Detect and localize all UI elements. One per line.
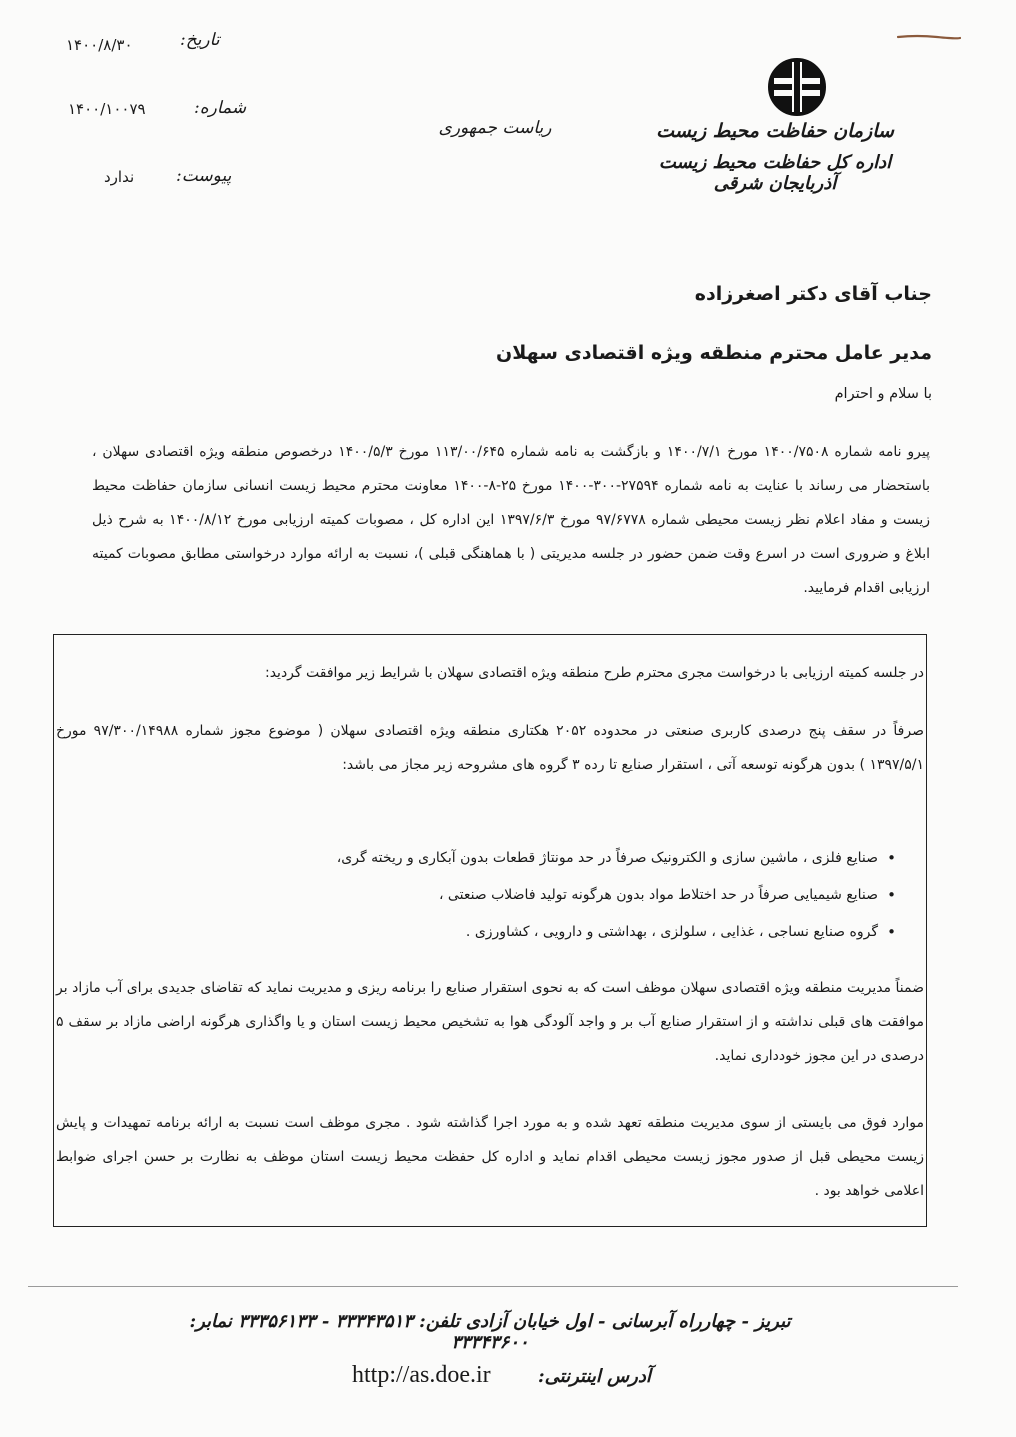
- committee-decision: در جلسه کمیته ارزیابی با درخواست مجری محترم طرح منطقه ویژه اقتصادی سهلان با شرایط زیر موافقت گردید:: [264, 665, 924, 681]
- addressee-title: مدیر عامل محترم منطقه ویژه اقتصادی سهلان: [496, 342, 932, 364]
- conditions-box: [53, 634, 927, 1227]
- presidency-label: ریاست جمهوری: [438, 118, 552, 138]
- list-item: • گروه صنایع نساجی ، غذایی ، سلولزی ، بهداشتی و دارویی ، کشاورزی .: [114, 914, 896, 951]
- pen-mark: [897, 34, 961, 40]
- industry-list: [114, 840, 896, 951]
- permit-scope: صرفاً در سقف پنج درصدی کاربری صنعتی در محدوده ۲۰۵۲ هکتاری منطقه ویژه اقتصادی سهلان ( موضوع مجوز شماره ۹۷/۳۰۰/۱۴۹۸۸ مورخ ۱۳۹۷/۵/۱ ) بدون هرگونه توسعه آتی ، استقرار صنایع تا رده ۳ گروه های مشروحه زیر مجاز می باشد:: [56, 723, 924, 773]
- attachment-value: ندارد: [104, 168, 135, 186]
- implementation-note: موارد فوق می بایستی از سوی مدیریت منطقه تعهد شده و به مورد اجرا گذاشته شود . مجری موظف است نسبت به ارائه برنامه تمهیدات و پایش زیست محیطی قبل از صدور مجوز زیست محیطی اقدام نماید و اداره کل حفظت محیط زیست استان موظف به نظارت بر حسن اجرای ضوابط اعلامی خواهد بود .: [56, 1115, 924, 1199]
- website-label: آدرس اینترنتی:: [538, 1366, 651, 1387]
- footer-address: تبریز - چهارراه آبرسانی - اول خیابان آزادی تلفن: ۳۳۳۴۳۵۱۳ - ۳۳۳۵۶۱۳۳ نمابر: ۳۳۳۴۳۶۰۰: [189, 1311, 791, 1353]
- date-value: ۱۴۰۰/۸/۳۰: [66, 36, 133, 54]
- dept-name: اداره کل حفاظت محیط زیست آذربایجان شرقی: [658, 152, 892, 194]
- management-obligation: ضمناً مدیریت منطقه ویژه اقتصادی سهلان موظف است که به نحوی استقرار صنایع را برنامه ریزی و مدیریت نماید که تقاضای جدیدی برای آب مازاد بر موافقت های قبلی نداشته و از استقرار صنایع آب بر و واجد آلودگی هوا به تشخیص محیط زیست استان و یا واگذاری هرگونه اراضی مازاد بر سقف ۵ درصدی در این مجوز خودداری نماید.: [56, 980, 924, 1064]
- org-name: سازمان حفاظت محیط زیست: [656, 120, 894, 142]
- list-item: • صنایع فلزی ، ماشین سازی و الکترونیک صرفاً در حد مونتاژ قطعات بدون آبکاری و ریخته گری،: [114, 840, 896, 877]
- addressee: جناب آقای دکتر اصغرزاده: [694, 283, 932, 305]
- number-label: شماره:: [194, 98, 247, 118]
- list-item: • صنایع شیمیایی صرفاً در حد اختلاط مواد بدون هرگونه تولید فاضلاب صنعتی ،: [114, 877, 896, 914]
- attachment-label: پیوست:: [176, 166, 232, 186]
- date-row: [180, 30, 220, 50]
- footer-divider: [28, 1286, 958, 1287]
- number-row: [194, 98, 246, 118]
- intro-paragraph: پیرو نامه شماره ۱۴۰۰/۷۵۰۸ مورخ ۱۴۰۰/۷/۱ و بازگشت به نامه شماره ۱۱۳/۰۰/۶۴۵ مورخ ۱۴۰۰/۵/۳ درخصوص منطقه ویژه اقتصادی سهلان ، باستحضار می رساند با عنایت به نامه شماره ۲۷۵۹۴-۳۰۰-۱۴۰۰ مورخ ۲۵-۸-۱۴۰۰ معاونت محترم محیط زیست انسانی سازمان حفاظت محیط زیست و مفاد اعلام نظر زیست محیطی شماره ۹۷/۶۷۷۸ مورخ ۱۳۹۷/۶/۳ این اداره کل ، مصوبات کمیته ارزیابی مورخ ۱۴۰۰/۸/۱۲ به شرح ذیل ابلاغ و ضروری است در اسرع وقت ضمن حضور در جلسه مدیریتی ( با هماهنگی قبلی )، نسبت به ارائه موارد درخواستی مطابق مصوبات کمیته ارزیابی اقدام فرمایید.: [92, 444, 931, 596]
- date-label: تاریخ:: [180, 30, 220, 50]
- number-value: ۱۴۰۰/۱۰۰۷۹: [68, 100, 146, 118]
- attachment-row: [176, 166, 231, 186]
- greeting: با سلام و احترام: [834, 386, 932, 402]
- doe-logo-icon: [766, 56, 828, 118]
- website-link[interactable]: http://as.doe.ir: [352, 1362, 491, 1388]
